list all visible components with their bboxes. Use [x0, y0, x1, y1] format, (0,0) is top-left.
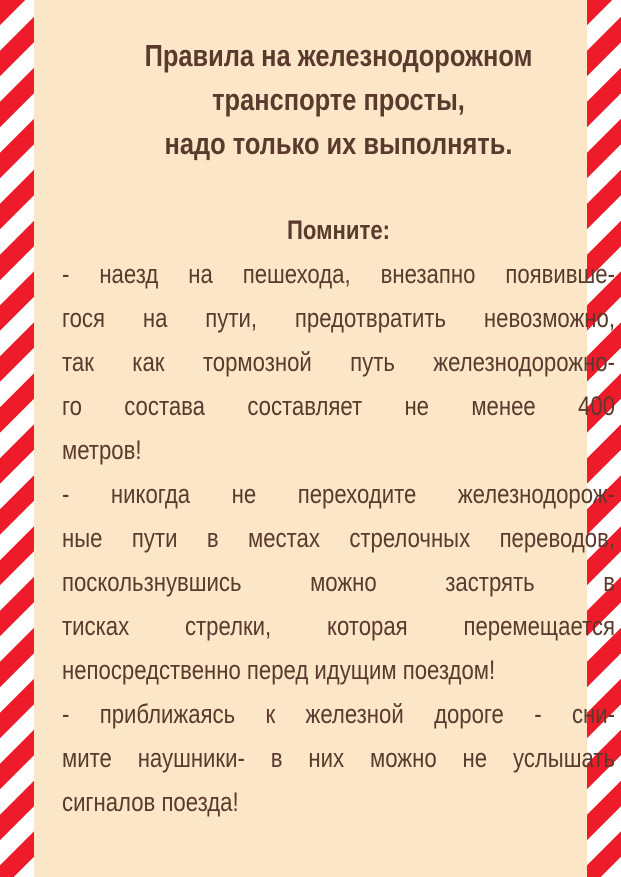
heading-line-1: Правила на железнодорожном — [144, 38, 533, 73]
rule-line: - наезд на пешехода, внезапно появивше- — [62, 259, 615, 289]
rule-line: го состава составляет не менее 400 — [62, 391, 615, 421]
rule-line: сигналов поезда! — [62, 787, 239, 817]
left-striped-border — [0, 0, 34, 877]
rule-paragraph-2 — [62, 472, 615, 692]
rule-line: поскользнувшись можно застрять в — [62, 567, 615, 597]
rule-line: так как тормозной путь железнодорожно- — [62, 347, 615, 377]
rule-line: - никогда не переходите железнодорож- — [62, 479, 615, 509]
poster-content — [62, 34, 615, 824]
rule-line: мите наушники- в них можно не услышать — [62, 743, 615, 773]
rule-line: гося на пути, предотвратить невозможно, — [62, 303, 615, 333]
rule-line: метров! — [62, 435, 142, 465]
rule-paragraph-3 — [62, 692, 615, 824]
heading-line-2: транспорте просты, — [212, 82, 465, 117]
rule-line: непосредственно перед идущим поездом! — [62, 655, 496, 685]
rule-line: - приближаясь к железной дороге - сни- — [62, 699, 615, 729]
rule-paragraph-1 — [62, 252, 615, 472]
rule-line: тисках стрелки, которая перемещается — [62, 611, 615, 641]
rule-line: ные пути в местах стрелочных переводов, — [62, 523, 615, 553]
poster-panel — [34, 0, 615, 877]
remember-title: Помните: — [286, 215, 391, 245]
heading-line-3: надо только их выполнять. — [164, 126, 513, 161]
poster-heading — [62, 34, 615, 166]
